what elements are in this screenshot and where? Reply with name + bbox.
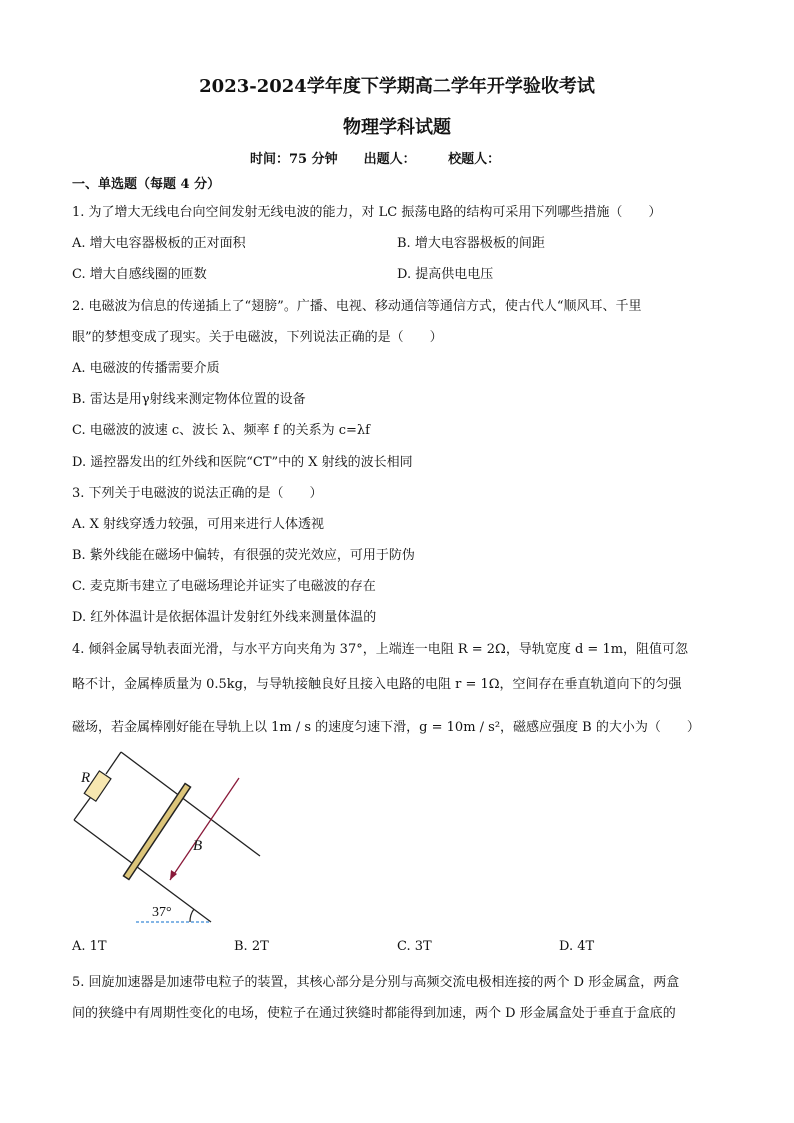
q1-option-d: D. 提高供电电压 <box>397 267 494 282</box>
q5-stem-line2: 间的狭缝中有周期性变化的电场，使粒子在通过狭缝时都能得到加速，两个 D 形金属盒处于垂直于盒底的 <box>72 1006 676 1021</box>
q3-option-c: C. 麦克斯韦建立了电磁场理论并证实了电磁波的存在 <box>72 579 376 594</box>
q1-option-c: C. 增大自感线圈的匝数 <box>72 267 207 282</box>
angle-arc <box>190 909 194 922</box>
q2-option-c: C. 电磁波的波速 c、波长 λ、频率 f 的关系为 c=λf <box>72 423 370 438</box>
lower-rail <box>74 820 211 922</box>
q4-option-b: B. 2T <box>234 939 269 954</box>
q1-option-a: A. 增大电容器极板的正对面积 <box>72 236 246 251</box>
connecting-wire-top <box>106 752 121 774</box>
q2-option-b: B. 雷达是用γ射线来测定物体位置的设备 <box>72 392 306 407</box>
incline-rail-figure <box>66 750 266 932</box>
upper-rail <box>121 752 260 856</box>
exam-title: 2023-2024学年度下学期高二学年开学验收考试 <box>199 76 595 97</box>
exam-meta: 时间：75 分钟 出题人： 校题人： <box>250 152 501 167</box>
metal-rod-fill <box>128 788 186 875</box>
q3-option-a: A. X 射线穿透力较强，可用来进行人体透视 <box>72 517 325 532</box>
section-heading: 一、单选题（每题 4 分） <box>72 177 221 192</box>
q3-stem: 3. 下列关于电磁波的说法正确的是（ ） <box>72 486 323 501</box>
q2-stem-line2: 眼”的梦想变成了现实。关于电磁波，下列说法正确的是（ ） <box>72 330 443 345</box>
q4-stem-line3: 磁场，若金属棒刚好能在导轨上以 1m / s 的速度匀速下滑，g = 10m / s²，磁感应强度 B 的大小为（ ） <box>72 720 700 735</box>
q2-option-d: D. 遥控器发出的红外线和医院“CT”中的 X 射线的波长相同 <box>72 455 413 470</box>
field-label: B <box>193 838 203 854</box>
q1-option-b: B. 增大电容器极板的间距 <box>397 236 545 251</box>
q4-option-d: D. 4T <box>559 939 595 954</box>
resistor-label: R <box>81 770 91 786</box>
exam-subtitle: 物理学科试题 <box>343 117 451 138</box>
q1-stem: 1. 为了增大无线电台向空间发射无线电波的能力，对 LC 振荡电路的结构可采用下列哪些措施（ ） <box>72 205 662 220</box>
q4-option-a: A. 1T <box>72 939 107 954</box>
q3-option-d: D. 红外体温计是依据体温计发射红外线来测量体温的 <box>72 610 377 625</box>
q4-stem-line2: 略不计，金属棒质量为 0.5kg，与导轨接触良好且接入电路的电阻 r = 1Ω，空间存在垂直轨道向下的匀强 <box>72 677 682 692</box>
q5-stem-line1: 5. 回旋加速器是加速带电粒子的装置，其核心部分是分别与高频交流电极相连接的两个 D 形金属盒，两盒 <box>72 975 680 990</box>
incline-rail-svg <box>66 750 266 928</box>
q4-stem-line1: 4. 倾斜金属导轨表面光滑，与水平方向夹角为 37°，上端连一电阻 R = 2Ω，导轨宽度 d = 1m，阻值可忽 <box>72 642 689 657</box>
q4-option-c: C. 3T <box>397 939 432 954</box>
q2-stem-line1: 2. 电磁波为信息的传递插上了“翅膀”。广播、电视、移动通信等通信方式，使古代人“顺风耳、千里 <box>72 299 642 314</box>
q3-option-b: B. 紫外线能在磁场中偏转，有很强的荧光效应，可用于防伪 <box>72 548 415 563</box>
q2-option-a: A. 电磁波的传播需要介质 <box>72 361 220 376</box>
angle-label: 37° <box>152 905 172 920</box>
